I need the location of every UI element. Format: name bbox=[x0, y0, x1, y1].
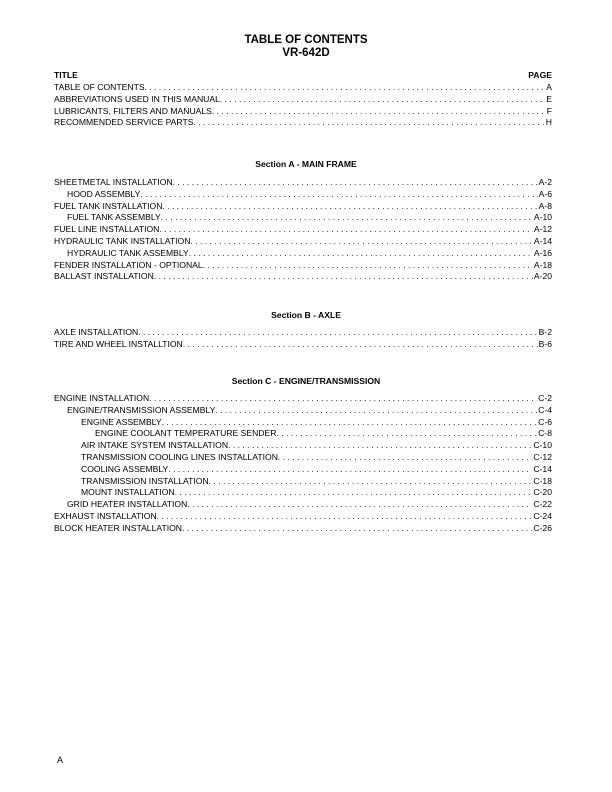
toc-entry-label: FUEL TANK INSTALLATION bbox=[54, 200, 163, 211]
toc-entry[interactable] bbox=[54, 499, 552, 511]
toc-entry-label: TRANSMISSION INSTALLATION bbox=[81, 475, 209, 486]
toc-entry-page: B-2 bbox=[538, 327, 552, 337]
toc-entry[interactable] bbox=[54, 248, 552, 260]
toc-entry-label: BALLAST INSTALLATION bbox=[54, 271, 154, 282]
toc-entry-page: E bbox=[546, 93, 552, 104]
toc-entry[interactable] bbox=[54, 464, 552, 476]
toc-entry[interactable] bbox=[54, 260, 552, 272]
toc-entry[interactable] bbox=[54, 212, 552, 224]
toc-entry[interactable] bbox=[54, 224, 552, 236]
toc-entry[interactable] bbox=[54, 189, 552, 201]
toc-entry-page: A-2 bbox=[538, 177, 552, 187]
toc-entry-page: A-18 bbox=[533, 259, 552, 270]
page-title: TABLE OF CONTENTS bbox=[244, 34, 368, 46]
toc-entry[interactable] bbox=[54, 82, 552, 94]
toc-entry-label: FENDER INSTALLATION - OPTIONAL bbox=[54, 259, 203, 270]
toc-entry[interactable] bbox=[54, 428, 552, 440]
toc-entry[interactable] bbox=[54, 271, 552, 283]
toc-entry-page: C-14 bbox=[533, 463, 552, 474]
toc-entry[interactable] bbox=[54, 201, 552, 213]
toc-entry[interactable] bbox=[54, 117, 552, 129]
page-number: A bbox=[57, 755, 64, 765]
toc-entry-label: ENGINE COOLANT TEMPERATURE SENDER bbox=[95, 428, 277, 439]
toc-entry[interactable] bbox=[54, 94, 552, 106]
toc-entry-label: LUBRICANTS, FILTERS AND MANUALS bbox=[54, 105, 212, 116]
toc-entry-label: GRID HEATER INSTALLATION bbox=[67, 499, 188, 510]
toc-entry-label: TIRE AND WHEEL INSTALLTION bbox=[54, 338, 183, 349]
section-b-title: Section B - AXLE bbox=[271, 310, 341, 320]
toc-entry-label: FUEL TANK ASSEMBLY bbox=[67, 212, 161, 223]
toc-entry-label: HYDRAULIC TANK ASSEMBLY bbox=[67, 247, 189, 258]
toc-entry[interactable] bbox=[54, 393, 552, 405]
toc-entry-label: MOUNT INSTALLATION bbox=[81, 487, 175, 498]
toc-entry-page: A-6 bbox=[538, 188, 552, 199]
toc-entry[interactable] bbox=[54, 106, 552, 118]
toc-entry-label: TABLE OF CONTENTS bbox=[54, 82, 145, 92]
toc-entry-label: HOOD ASSEMBLY bbox=[67, 188, 141, 199]
toc-entry-page: C-6 bbox=[538, 416, 552, 427]
toc-entry[interactable] bbox=[54, 487, 552, 499]
toc-entry[interactable] bbox=[54, 327, 552, 339]
toc-entry-label: AXLE INSTALLATION bbox=[54, 327, 139, 337]
column-header-page: PAGE bbox=[528, 70, 552, 80]
toc-entry-label: SHEETMETAL INSTALLATION bbox=[54, 177, 173, 187]
toc-entry-page: C-8 bbox=[538, 428, 552, 439]
toc-entry-page: A-10 bbox=[533, 212, 552, 223]
toc-entry-page: A-14 bbox=[533, 235, 552, 246]
toc-entry-page: A-8 bbox=[538, 200, 552, 211]
toc-entry[interactable] bbox=[54, 440, 552, 452]
section-c-title: Section C - ENGINE/TRANSMISSION bbox=[231, 376, 381, 386]
toc-entry[interactable] bbox=[54, 339, 552, 351]
toc-entry[interactable] bbox=[54, 417, 552, 429]
toc-entry-page: C-26 bbox=[533, 522, 552, 533]
toc-entry-label: TRANSMISSION COOLING LINES INSTALLATION bbox=[81, 451, 278, 462]
toc-entry-page: C-24 bbox=[533, 510, 552, 521]
toc-entry-page: C-4 bbox=[538, 404, 552, 415]
toc-entry[interactable] bbox=[54, 405, 552, 417]
toc-entry-label: BLOCK HEATER INSTALLATION bbox=[54, 522, 182, 533]
toc-entry-page: C-18 bbox=[533, 475, 552, 486]
toc-entry-page: C-12 bbox=[533, 451, 552, 462]
toc-entry[interactable] bbox=[54, 476, 552, 488]
toc-entry-page: A-12 bbox=[533, 224, 552, 235]
section-c-list bbox=[54, 393, 552, 535]
toc-entry-label: AIR INTAKE SYSTEM INSTALLATION bbox=[81, 440, 229, 451]
toc-entry[interactable] bbox=[54, 177, 552, 189]
toc-entry-label: COOLING ASSEMBLY bbox=[81, 463, 169, 474]
toc-entry-label: ABBREVIATIONS USED IN THIS MANUAL bbox=[54, 93, 220, 104]
toc-entry-page: C-2 bbox=[538, 393, 552, 403]
front-matter-list bbox=[54, 82, 552, 129]
toc-entry-label: ENGINE/TRANSMISSION ASSEMBLY bbox=[67, 404, 216, 415]
toc-entry[interactable] bbox=[54, 523, 552, 535]
toc-entry-page: F bbox=[546, 105, 552, 116]
toc-entry-page: H bbox=[545, 117, 552, 128]
toc-entry-label: EXHAUST INSTALLATION bbox=[54, 510, 157, 521]
toc-entry-page: A bbox=[546, 82, 552, 92]
toc-entry[interactable] bbox=[54, 452, 552, 464]
toc-entry-page: C-22 bbox=[533, 499, 552, 510]
toc-entry[interactable] bbox=[54, 511, 552, 523]
toc-entry-page: B-6 bbox=[538, 338, 552, 349]
toc-entry-page: A-20 bbox=[533, 271, 552, 282]
section-a-list bbox=[54, 177, 552, 283]
toc-entry-label: FUEL LINE INSTALLATION bbox=[54, 224, 160, 235]
toc-entry-label: RECOMMENDED SERVICE PARTS bbox=[54, 117, 194, 128]
toc-entry[interactable] bbox=[54, 236, 552, 248]
section-b-list bbox=[54, 327, 552, 351]
toc-entry-label: ENGINE ASSEMBLY bbox=[81, 416, 162, 427]
toc-entry-page: A-16 bbox=[533, 247, 552, 258]
toc-entry-page: C-10 bbox=[533, 440, 552, 451]
column-header-title: TITLE bbox=[54, 70, 78, 80]
section-a-title: Section A - MAIN FRAME bbox=[255, 159, 357, 169]
toc-entry-label: ENGINE INSTALLATION bbox=[54, 393, 150, 403]
model-number: VR-642D bbox=[282, 47, 330, 59]
toc-entry-label: HYDRAULIC TANK INSTALLATION bbox=[54, 235, 191, 246]
toc-entry-page: C-20 bbox=[533, 487, 552, 498]
